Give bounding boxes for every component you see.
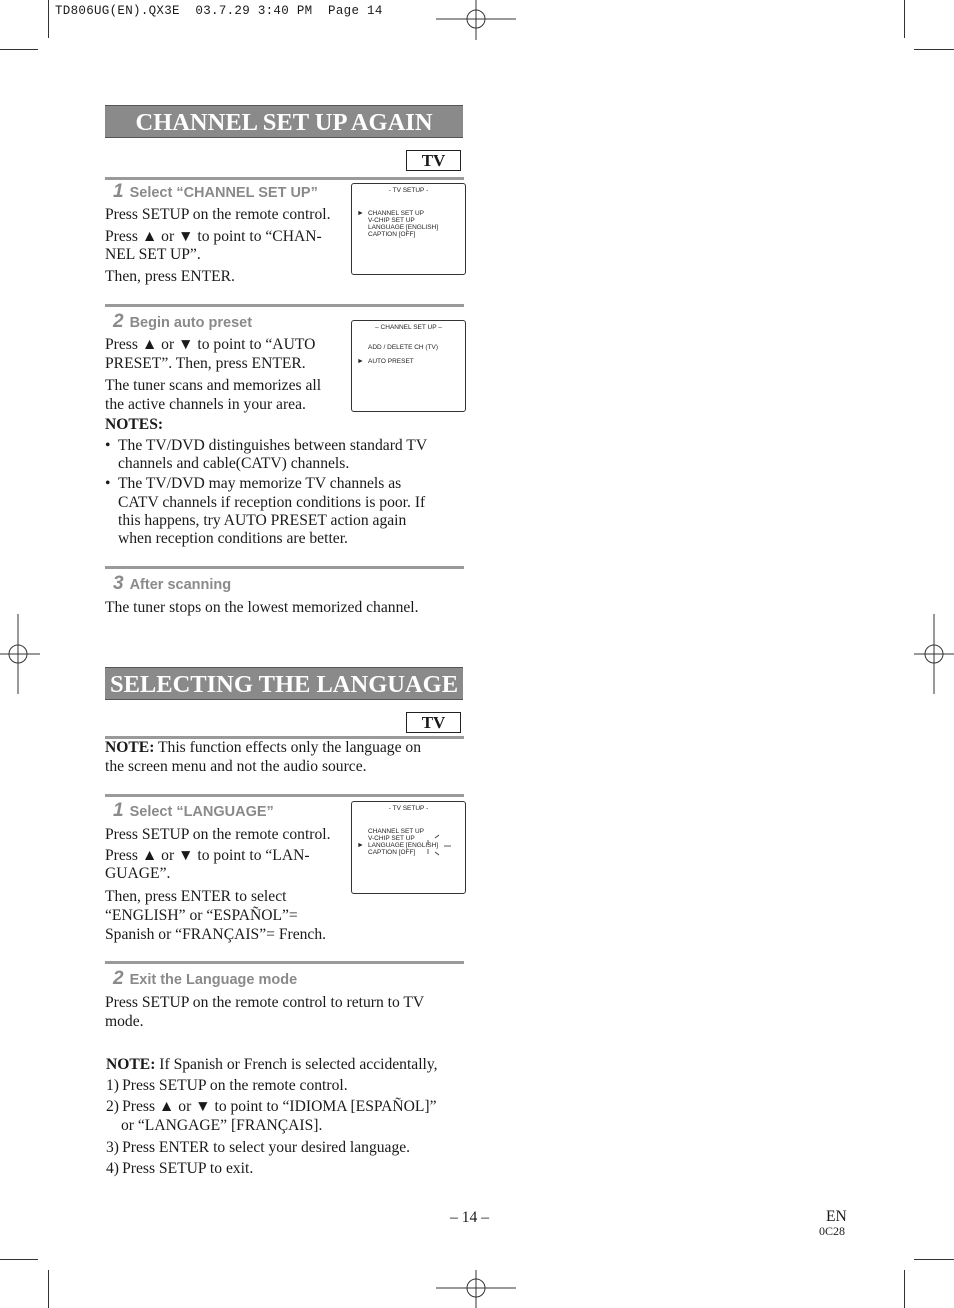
crop-mark [0, 1259, 38, 1260]
language-note [105, 738, 421, 757]
tv-badge: TV [406, 712, 461, 733]
instruction-line: Then, press ENTER to select [105, 888, 287, 905]
crop-mark [48, 0, 49, 38]
screen-menu-item: CHANNEL SET UP [368, 828, 424, 835]
crop-mark [914, 49, 954, 50]
section-title-language: SELECTING THE LANGUAGE [105, 667, 463, 700]
screen-menu-item: CAPTION [OFF] [368, 231, 416, 238]
note-item [105, 437, 427, 456]
divider [105, 177, 464, 180]
crop-mark [904, 0, 905, 38]
bullet-icon: • [105, 437, 111, 454]
instruction-line: Spanish or “FRANÇAIS”= French. [105, 926, 327, 943]
registration-mark-left [0, 614, 40, 694]
language-code: EN [826, 1208, 847, 1225]
document-code: 0C28 [819, 1224, 846, 1238]
cursor-icon: ► [357, 210, 364, 217]
numbered-step: 1) Press SETUP on the remote control. [106, 1077, 348, 1094]
section-title-channel-setup: CHANNEL SET UP AGAIN [105, 105, 463, 138]
numbered-step: 2) Press ▲ or ▼ to point to “IDIOMA [ESPAÑOL]” [106, 1098, 437, 1115]
note-text: If Spanish or French is selected accidentally, [155, 1056, 438, 1073]
instruction-line: Press SETUP on the remote control. [105, 206, 331, 223]
bullet-icon: • [105, 475, 111, 492]
instruction-line: Press ▲ or ▼ to point to “AUTO [105, 336, 316, 353]
screen-menu-item: LANGUAGE [ENGLISH] [368, 224, 439, 231]
screen-title: - TV SETUP - [388, 805, 429, 812]
instruction-line: Press ▲ or ▼ to point to “CHAN- [105, 228, 322, 245]
instruction-line: PRESET”. Then, press ENTER. [105, 355, 306, 372]
screen-menu-item: V-CHIP SET UP [368, 835, 415, 842]
instruction-line: “ENGLISH” or “ESPAÑOL”= [105, 907, 298, 924]
instruction-line: GUAGE”. [105, 865, 171, 882]
registration-mark-bottom [436, 1270, 516, 1308]
screen-menu-item: V-CHIP SET UP [368, 217, 415, 224]
step-number: 2 [113, 968, 124, 989]
screen-menu-item: CAPTION [OFF] [368, 849, 416, 856]
divider [105, 794, 464, 797]
note-text: This function effects only the language on [154, 739, 422, 756]
numbered-step: 3) Press ENTER to select your desired language. [106, 1139, 411, 1156]
screen-title: - TV SETUP - [388, 187, 429, 194]
note-label: NOTE: [105, 739, 155, 756]
tv-setup-screen [351, 801, 466, 894]
step-number: 2 [113, 311, 124, 332]
screen-menu-item: ADD / DELETE CH (TV) [368, 344, 439, 351]
crop-mark [0, 49, 38, 50]
instruction-line: NEL SET UP”. [105, 246, 201, 263]
step-title: Exit the Language mode [129, 972, 298, 988]
numbered-step: 4) Press SETUP to exit. [106, 1160, 254, 1177]
screen-menu-item: AUTO PRESET [368, 358, 414, 365]
note-label: NOTE: [106, 1056, 156, 1073]
note-item [105, 475, 401, 494]
note-text: the screen menu and not the audio source. [105, 758, 367, 775]
file-slug: TD806UG(EN).QX3E 03.7.29 3:40 PM Page 14 [55, 4, 383, 18]
note-line: The TV/DVD may memorize TV channels as [118, 475, 402, 492]
instruction-line: Press SETUP on the remote control to return to TV [105, 994, 425, 1011]
registration-mark-right [914, 614, 954, 694]
step-heading [113, 968, 297, 990]
instruction-line: The tuner stops on the lowest memorized channel. [105, 599, 419, 616]
instruction-line: Press SETUP on the remote control. [105, 826, 331, 843]
tv-badge: TV [406, 150, 461, 171]
channel-setup-screen [351, 320, 466, 412]
crop-mark [48, 1270, 49, 1308]
instruction-line: Press ▲ or ▼ to point to “LAN- [105, 847, 310, 864]
screen-menu-item: CHANNEL SET UP [368, 210, 424, 217]
numbered-step: or “LANGAGE” [FRANÇAIS]. [121, 1117, 323, 1134]
screen-title: – CHANNEL SET UP – [375, 324, 442, 331]
note-line: this happens, try AUTO PRESET action again [118, 512, 407, 529]
divider [105, 304, 464, 307]
cursor-icon: ► [357, 842, 364, 849]
step-heading [113, 181, 318, 203]
crop-mark [914, 1259, 954, 1260]
step-title: After scanning [129, 577, 232, 593]
instruction-line: the active channels in your area. [105, 396, 306, 413]
accidental-language-note [106, 1055, 438, 1074]
step-heading [113, 573, 231, 595]
step-number: 1 [113, 800, 124, 821]
step-heading [113, 311, 252, 333]
step-title: Select “CHANNEL SET UP” [129, 185, 318, 201]
crop-mark [904, 1270, 905, 1308]
blink-highlight-icon [422, 832, 454, 858]
step-title: Select “LANGUAGE” [129, 804, 274, 820]
page-number: – 14 – [450, 1209, 489, 1226]
note-line: channels and cable(CATV) channels. [118, 455, 350, 472]
divider [105, 566, 464, 569]
divider [105, 961, 464, 964]
step-title: Begin auto preset [129, 315, 253, 331]
notes-heading: NOTES: [105, 416, 164, 433]
instruction-line: Then, press ENTER. [105, 268, 235, 285]
step-heading [113, 800, 274, 822]
note-line: when reception conditions are better. [118, 530, 348, 547]
step-number: 3 [113, 573, 124, 594]
screen-menu-item: LANGUAGE [ENGLISH] [368, 842, 439, 849]
tv-setup-screen [351, 183, 466, 275]
step-number: 1 [113, 181, 124, 202]
cursor-icon: ► [357, 358, 364, 365]
instruction-line: The tuner scans and memorizes all [105, 377, 322, 394]
note-line: The TV/DVD distinguishes between standard TV [118, 437, 428, 454]
note-line: CATV channels if reception conditions is poor. If [118, 494, 426, 511]
registration-mark-top [436, 0, 516, 40]
instruction-line: mode. [105, 1013, 144, 1030]
